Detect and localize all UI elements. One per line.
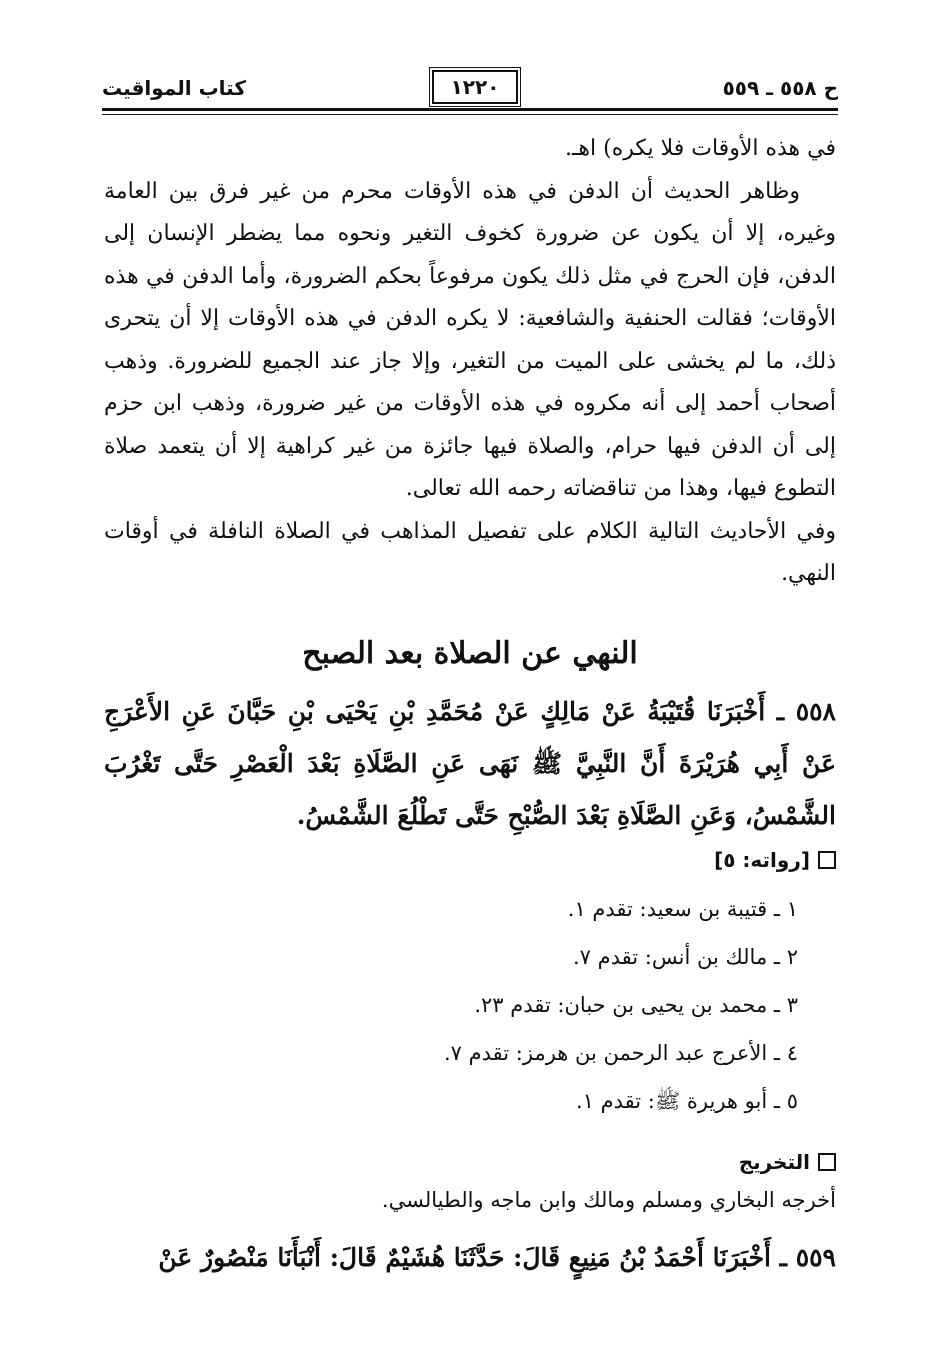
list-item: ٣ ـ محمد بن يحيى بن حبان: تقدم ٢٣. [474,993,798,1017]
section-title: النهي عن الصلاة بعد الصبح [302,636,638,671]
page-header [102,70,838,110]
paragraph: في هذه الأوقات فلا يكره) اهـ. [564,136,836,161]
hadith-559: ٥٥٩ ـ أَخْبَرَنَا أَحْمَدُ بْنُ مَنِيعٍ قَالَ: حَدَّثَنَا هُشَيْمٌ قَالَ: أَنْبَأَنَا مَنْصُورٌ عَنْ [158,1243,836,1272]
paragraph: وفي الأحاديث التالية الكلام على تفصيل المذاهب في الصلاة النافلة في أوقات النهي. [104,518,836,586]
header-rule-thick [102,108,838,111]
commentary-text [104,128,836,596]
takhrij-heading [739,1150,836,1174]
list-item: ٢ ـ مالك بن أنس: تقدم ٧. [572,945,798,969]
list-item: ١ ـ قتيبة بن سعيد: تقدم ١. [567,897,798,921]
narrators-heading-label: [رواته: ٥] [714,848,810,872]
takhrij-heading-label: التخريج [738,1150,810,1174]
list-item: ٤ ـ الأعرج عبد الرحمن بن هرمز: تقدم ٧. [443,1041,798,1065]
book-title: كتاب المواقيت [102,76,246,100]
hadith-558: ٥٥٨ ـ أَخْبَرَنَا قُتَيْبَةُ عَنْ مَالِكٍ عَنْ مُحَمَّدِ بْنِ يَحْيَى بْنِ حَبَّانَ عَنِ الأَعْرَجِ عَنْ أَبِي هُرَيْرَةَ أَنَّ النَّبِيَّ ﷺ نَهَى عَنِ الصَّلَاةِ بَعْدَ الْعَصْرِ حَتَّى تَغْرُبَ الشَّمْسُ، وَعَنِ الصَّلَاةِ بَعْدَ الصُّبْحِ حَتَّى تَطْلُعَ الشَّمْسُ. [104,697,836,830]
hadith-range: ح ٥٥٨ ـ ٥٥٩ [722,76,838,100]
square-bullet-icon [818,851,836,869]
header-rule-thin [102,114,838,115]
paragraph: وظاهر الحديث أن الدفن في هذه الأوقات محرم من غير فرق بين العامة وغيره، إلا أن يكون عن ضرورة كخوف التغير ونحوه مما يضطر الإنسان إلى الدفن، فإن الحرج في مثل ذلك يكون مرفوعاً بحكم الضرورة، وأما الدفن في هذه الأوقات؛ فقالت الحنفية والشافعية: لا يكره الدفن في هذه الأوقات إلا أن يتحرى ذلك، ما لم يخشى على الميت من التغير، وإلا جاز عند الجميع للضرورة. وذهب أصحاب أحمد إلى أنه مكروه في هذه الأوقات من غير ضرورة، وذهب ابن حزم إلى أن الدفن فيها حرام، والصلاة فيها جائزة من غير كراهية إلا أن يتعمد صلاة التطوع فيها، وهذا من تناقضاته رحمه الله تعالى. [104,178,836,501]
page-number: ١٢٢٠ [432,70,518,104]
narrators-list [298,885,798,1125]
narrators-heading [714,848,836,872]
square-bullet-icon [818,1153,836,1171]
takhrij-text: أخرجه البخاري ومسلم ومالك وابن ماجه والطيالسي. [381,1188,836,1212]
list-item: ٥ ـ أبو هريرة ﷺ: تقدم ١. [575,1089,798,1113]
